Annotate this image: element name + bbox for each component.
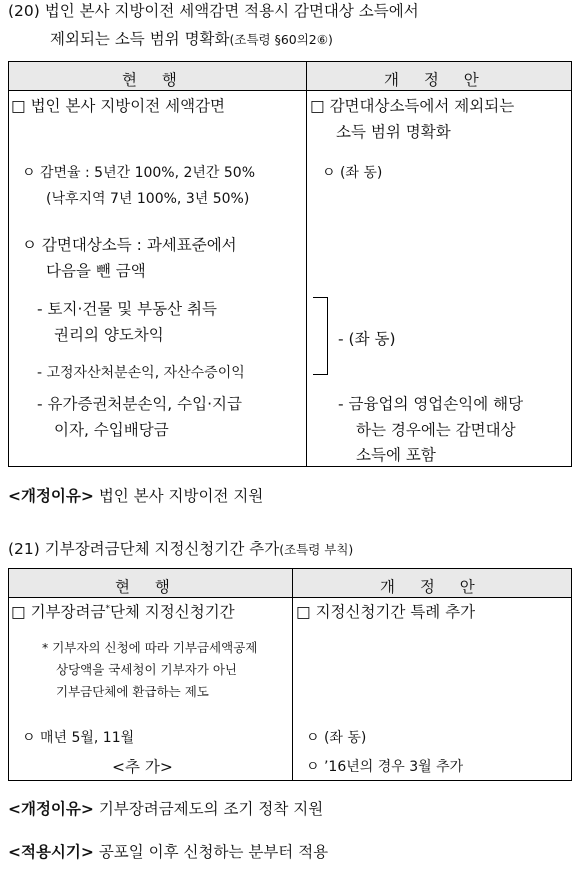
- section-20-title-line1: (20) 법인 본사 지방이전 세액감면 적용시 감면대상 소득에서: [8, 2, 419, 20]
- reason-label: <개정이유>: [8, 800, 94, 818]
- revised-add-line3: 소득에 포함: [356, 446, 436, 464]
- current-item3-line1: - 유가증권처분손익, 수입·지급: [37, 395, 242, 413]
- reason-text: 법인 본사 지방이전 지원: [98, 487, 264, 505]
- reason-label: <개정이유>: [8, 487, 94, 505]
- current-add: <추 가>: [112, 758, 173, 776]
- current-month: ㅇ 매년 5월, 11월: [22, 730, 135, 746]
- revised-box-line2: 소득 범위 명확화: [336, 123, 451, 141]
- current-target-line2: 다음을 뺀 금액: [46, 262, 146, 280]
- current-box-text-a: □ 기부장려금: [11, 603, 106, 622]
- revised-same-2: - (좌 동): [338, 330, 396, 348]
- apply-text: 공포일 이후 신청하는 분부터 적용: [98, 843, 329, 861]
- footnote-line1: * 기부자의 신청에 따라 기부금세액공제: [42, 640, 258, 655]
- revised-add-line2: 하는 경우에는 감면대상: [356, 421, 516, 439]
- current-box-heading: [11, 605, 235, 621]
- current-rate-line1: ㅇ 감면율 : 5년간 100%, 2년간 50%: [22, 165, 256, 181]
- header-divider: [8, 90, 572, 91]
- revised-same-1: ㅇ (좌 동): [322, 165, 383, 181]
- section-21-title-ref: (조특령 부칙): [279, 542, 354, 557]
- current-box-heading: □ 법인 본사 지방이전 세액감면: [11, 97, 226, 115]
- current-box-text-b: 단체 지정신청기간: [109, 603, 235, 622]
- current-rate-line2: (낙후지역 7년 100%, 3년 50%): [46, 191, 250, 207]
- section-20-reason: [8, 489, 263, 505]
- section-20-title-ref: (조특령 §60의2⑥): [229, 32, 333, 47]
- current-target-line1: ㅇ 감면대상소득 : 과세표준에서: [22, 236, 237, 254]
- footnote-marker: *: [105, 604, 110, 614]
- current-item3-line2: 이자, 수입배당금: [54, 421, 169, 439]
- footnote-line3: 기부금단체에 환급하는 제도: [56, 684, 209, 699]
- grouping-bracket: [313, 297, 328, 375]
- header-divider: [8, 597, 572, 598]
- section-20-title-line2: [50, 32, 333, 48]
- apply-label: <적용시기>: [8, 843, 94, 861]
- column-header-current: 현 행: [115, 578, 180, 596]
- section-21-title: [8, 542, 353, 558]
- section-21-reason: [8, 802, 323, 818]
- current-item1-line1: - 토지·건물 및 부동산 취득: [37, 300, 217, 318]
- revised-add-line1: - 금융업의 영업손익에 해당: [338, 395, 524, 413]
- footnote-line2: 상당액을 국세청이 기부자가 아닌: [56, 662, 237, 677]
- column-header-revised: 개 정 안: [380, 578, 485, 596]
- revised-box-heading: □ 지정신청기간 특례 추가: [296, 603, 476, 621]
- column-header-current: 현 행: [122, 71, 187, 89]
- section-20-title-text: 제외되는 소득 범위 명확화: [50, 30, 230, 48]
- current-item1-line2: 권리의 양도차익: [54, 326, 164, 344]
- reason-text: 기부장려금제도의 조기 정착 지원: [98, 800, 324, 818]
- current-item2: - 고정자산처분손익, 자산수증이익: [37, 365, 245, 381]
- column-divider: [306, 61, 307, 467]
- column-header-revised: 개 정 안: [384, 71, 489, 89]
- revised-add: ㅇ ’16년의 경우 3월 추가: [306, 759, 464, 775]
- section-21-title-text: (21) 기부장려금단체 지정신청기간 추가: [8, 540, 280, 558]
- revised-same: ㅇ (좌 동): [306, 730, 367, 746]
- column-divider: [292, 568, 293, 781]
- section-21-apply: [8, 845, 328, 861]
- revised-box-line1: □ 감면대상소득에서 제외되는: [310, 97, 515, 115]
